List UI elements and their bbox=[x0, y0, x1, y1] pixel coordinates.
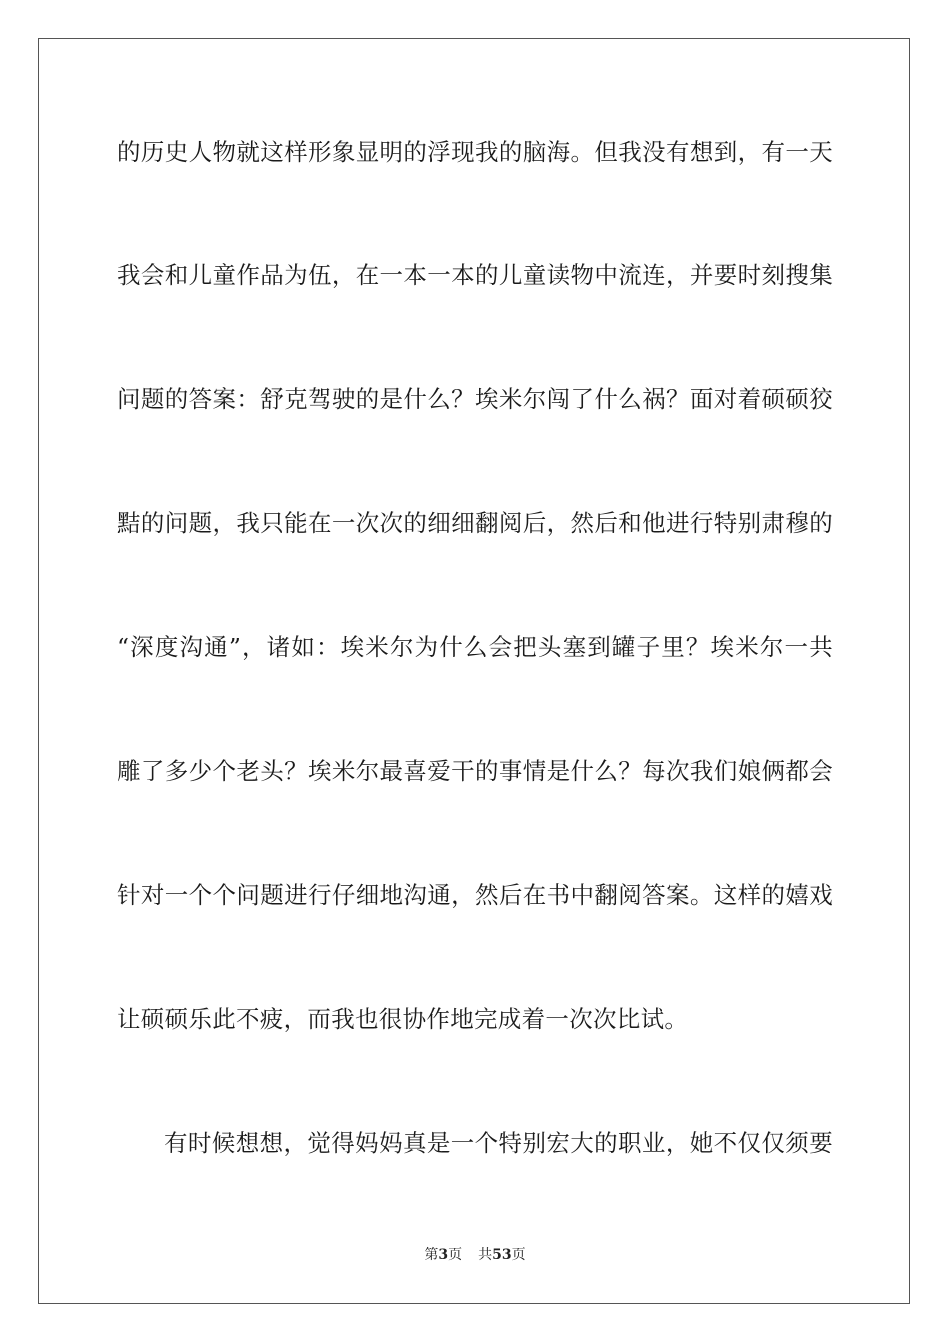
body-text-line-9: 有时候想想，觉得妈妈真是一个特别宏大的职业，她不仅仅须要 bbox=[164, 1129, 833, 1157]
footer-total-suffix: 页 bbox=[511, 1247, 526, 1263]
body-text-line-7: 针对一个个问题进行仔细地沟通，然后在书中翻阅答案。这样的嬉戏 bbox=[117, 881, 833, 909]
footer-total-pages: 53 bbox=[492, 1247, 512, 1263]
body-text-line-5: “深度沟通”，诸如：埃米尔为什么会把头塞到罐子里？埃米尔一共 bbox=[117, 633, 833, 661]
body-text-line-4: 黠的问题，我只能在一次次的细细翻阅后，然后和他进行特别肃穆的 bbox=[117, 509, 833, 537]
footer-page-number: 3 bbox=[438, 1247, 449, 1263]
footer-total-prefix: 共 bbox=[478, 1247, 493, 1263]
body-text-line-8: 让硕硕乐此不疲，而我也很协作地完成着一次次比试。 bbox=[117, 1005, 689, 1033]
body-text-line-3: 问题的答案：舒克驾驶的是什么？埃米尔闯了什么祸？面对着硕硕狡 bbox=[117, 385, 833, 413]
page-footer bbox=[0, 1246, 950, 1264]
footer-page-prefix: 第 bbox=[424, 1247, 439, 1263]
page-border bbox=[38, 38, 910, 1304]
body-text-line-1: 的历史人物就这样形象显明的浮现我的脑海。但我没有想到，有一天 bbox=[117, 138, 833, 166]
body-text-line-2: 我会和儿童作品为伍，在一本一本的儿童读物中流连，并要时刻搜集 bbox=[117, 261, 833, 289]
body-text-line-6: 雕了多少个老头？埃米尔最喜爱干的事情是什么？每次我们娘俩都会 bbox=[117, 757, 833, 785]
footer-page-suffix: 页 bbox=[448, 1247, 463, 1263]
